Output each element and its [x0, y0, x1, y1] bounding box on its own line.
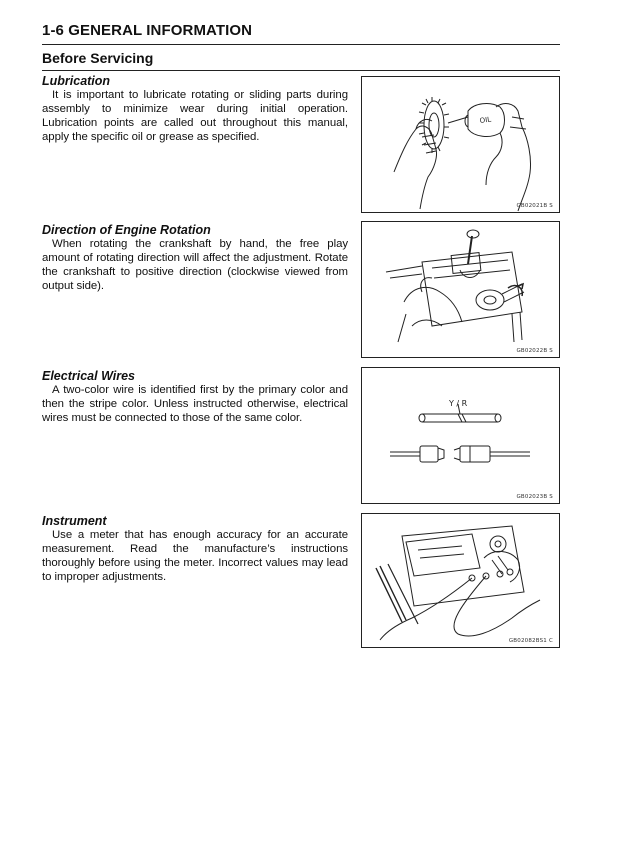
lubrication-section: [42, 74, 348, 144]
lubrication-heading: Lubrication: [42, 74, 111, 88]
wire-color-label: Y / R: [449, 399, 468, 408]
instrument-figure: [361, 513, 560, 648]
figure-code: GB02082BS1 C: [508, 638, 553, 644]
page-title: 1-6 GENERAL INFORMATION: [42, 22, 560, 45]
page-header: [42, 22, 560, 71]
instrument-illustration: [362, 514, 561, 649]
engine-rotation-figure: [361, 221, 560, 358]
electrical-wires-text: A two-color wire is identified first by the primary color and then the stripe color. Unless instructed otherwise, electrical wires must be connected to those of the same color.: [42, 384, 348, 424]
electrical-wires-illustration: [362, 368, 561, 505]
electrical-wires-heading: Electrical Wires: [42, 369, 135, 383]
instrument-section: [42, 514, 348, 584]
lubrication-text: It is important to lubricate rotating or sliding parts during assembly to minimize wear during initial operation. Lubrication points are called out throughout this manual, apply the specific oil or grease as specified.: [42, 89, 348, 143]
engine-rotation-text: When rotating the crankshaft by hand, the free play amount of rotating direction will affect the adjustment. Rotate the crankshaft to positive direction (clockwise viewed from output side).: [42, 238, 348, 292]
instrument-text: Use a meter that has enough accuracy for an accurate measurement. Read the manufacture’s instructions thoroughly before using the meter. Incorrect values may lead to improper adjustments.: [42, 529, 348, 583]
figure-code: GB02022B S: [516, 348, 553, 354]
lubrication-figure: [361, 76, 560, 213]
oil-label: OIL: [479, 115, 492, 125]
engine-rotation-heading: Direction of Engine Rotation: [42, 223, 211, 237]
electrical-wires-figure: [361, 367, 560, 504]
instrument-heading: Instrument: [42, 514, 107, 528]
figure-code: GB02021B S: [516, 203, 553, 209]
section-title: Before Servicing: [42, 49, 560, 71]
lubrication-illustration: [362, 77, 561, 214]
electrical-wires-section: [42, 369, 348, 425]
engine-rotation-section: [42, 223, 348, 293]
engine-rotation-illustration: [362, 222, 561, 359]
figure-code: GB02023B S: [516, 494, 553, 500]
